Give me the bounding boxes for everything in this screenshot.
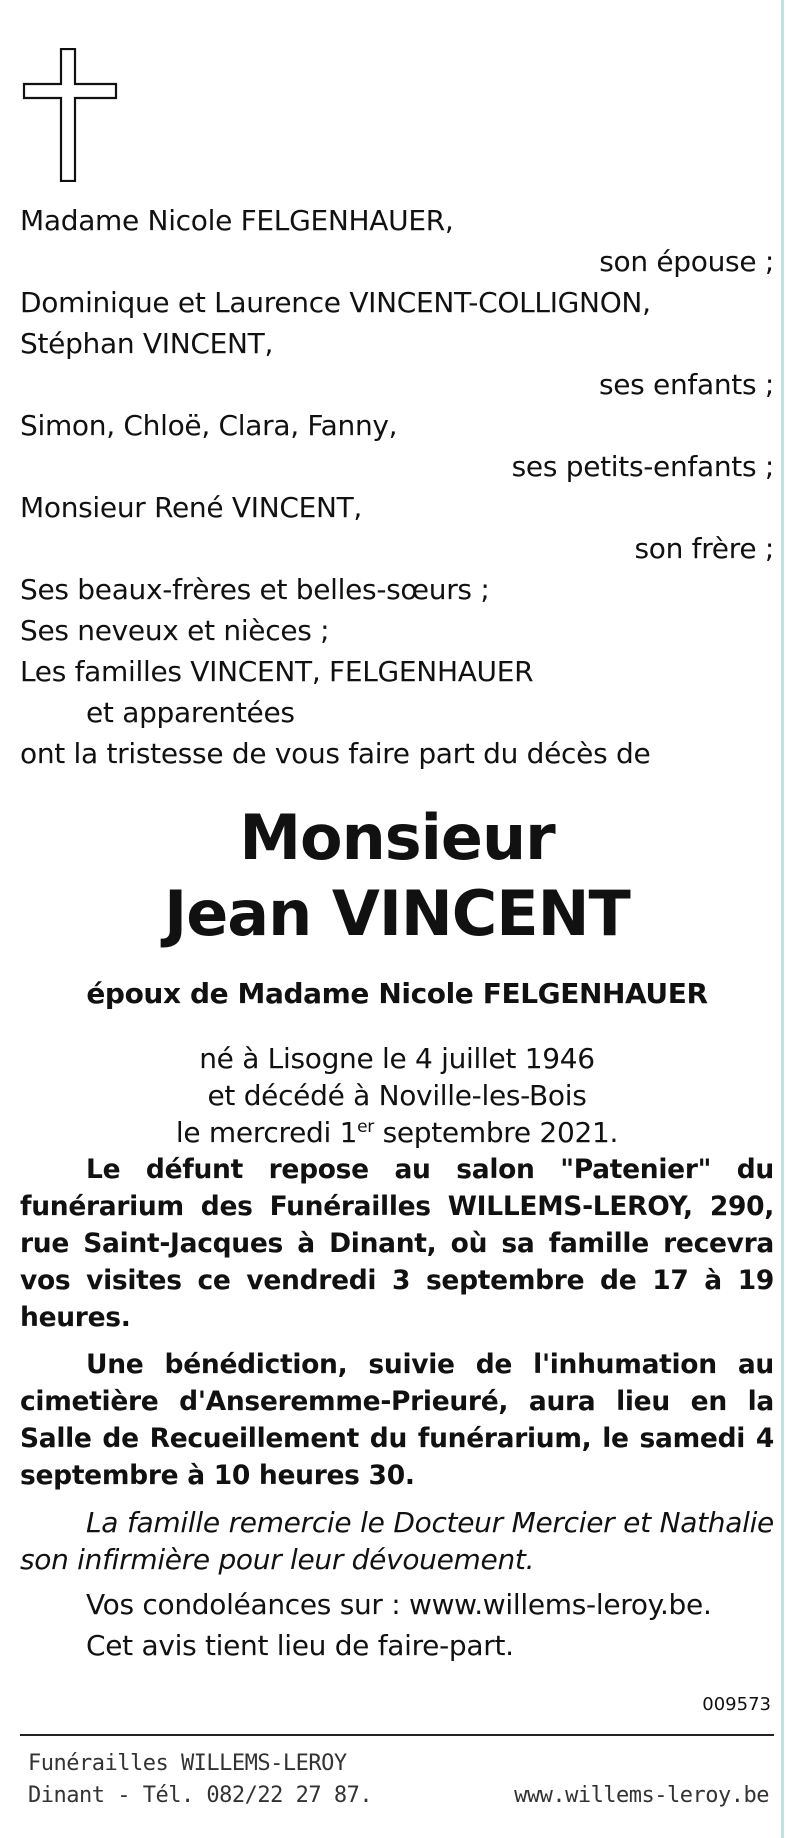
family-line: ses petits-enfants ; — [511, 450, 774, 483]
footer-contact — [28, 1748, 372, 1812]
family-line: Stéphan VINCENT, — [20, 327, 274, 360]
footer-website: www.willems-leroy.be — [514, 1783, 769, 1808]
deceased-title: Monsieur — [239, 801, 555, 874]
family-line: Dominique et Laurence VINCENT-COLLIGNON, — [20, 286, 651, 319]
family-line: Madame Nicole FELGENHAUER, — [20, 204, 454, 237]
side-border — [781, 0, 784, 1838]
family-line: son épouse ; — [599, 245, 774, 278]
reference-number: 009573 — [702, 1694, 771, 1715]
family-line: ont la tristesse de vous faire part du décès de — [20, 737, 651, 770]
notice-body — [20, 200, 774, 1666]
family-line: et apparentées — [86, 696, 295, 729]
family-line: Ses beaux-frères et belles-sœurs ; — [20, 573, 490, 606]
notice-line: Cet avis tient lieu de faire-part. — [86, 1629, 514, 1662]
footer-divider — [20, 1734, 774, 1736]
family-line: Les familles VINCENT, FELGENHAUER — [20, 655, 534, 688]
death-place-line: et décédé à Noville-les-Bois — [207, 1079, 587, 1112]
death-date-prefix: le mercredi 1 — [175, 1116, 358, 1149]
family-line: Simon, Chloë, Clara, Fanny, — [20, 409, 398, 442]
deceased-name: Jean VINCENT — [164, 877, 630, 950]
ceremony-paragraph: Une bénédiction, suivie de l'inhumation au cimetière d'Anseremme-Prieuré, aura lieu en la Salle de Recueillement du funérarium, le samedi 4 septembre à 10 heures 30. — [20, 1349, 774, 1491]
family-list — [20, 200, 774, 774]
latin-cross-icon — [22, 48, 118, 182]
death-date-ordinal: er — [357, 1117, 374, 1137]
family-line: Monsieur René VINCENT, — [20, 491, 363, 524]
footer-company: Funérailles WILLEMS-LEROY — [28, 1751, 347, 1776]
spouse-line: époux de Madame Nicole FELGENHAUER — [86, 977, 708, 1010]
deceased-name-block — [20, 800, 774, 952]
death-date-line — [20, 1114, 774, 1151]
birth-line: né à Lisogne le 4 juillet 1946 — [199, 1042, 595, 1075]
footer-address: Dinant - Tél. 082/22 27 87. — [28, 1783, 373, 1808]
death-date-suffix: septembre 2021. — [373, 1116, 619, 1149]
condolences-line: Vos condoléances sur : www.willems-leroy.be. — [86, 1588, 712, 1621]
family-line: Ses neveux et nièces ; — [20, 614, 330, 647]
thanks-paragraph: La famille remercie le Docteur Mercier et Nathalie son infirmière pour leur dévouement. — [20, 1506, 774, 1576]
family-line: ses enfants ; — [598, 368, 774, 401]
repose-paragraph: Le défunt repose au salon "Patenier" du funérarium des Funérailles WILLEMS-LEROY, 290, rue Saint-Jacques à Dinant, où sa famille recevra vos visites ce vendredi 3 septembre de 17 à 19 heures. — [20, 1154, 774, 1333]
family-line: son frère ; — [634, 532, 774, 565]
